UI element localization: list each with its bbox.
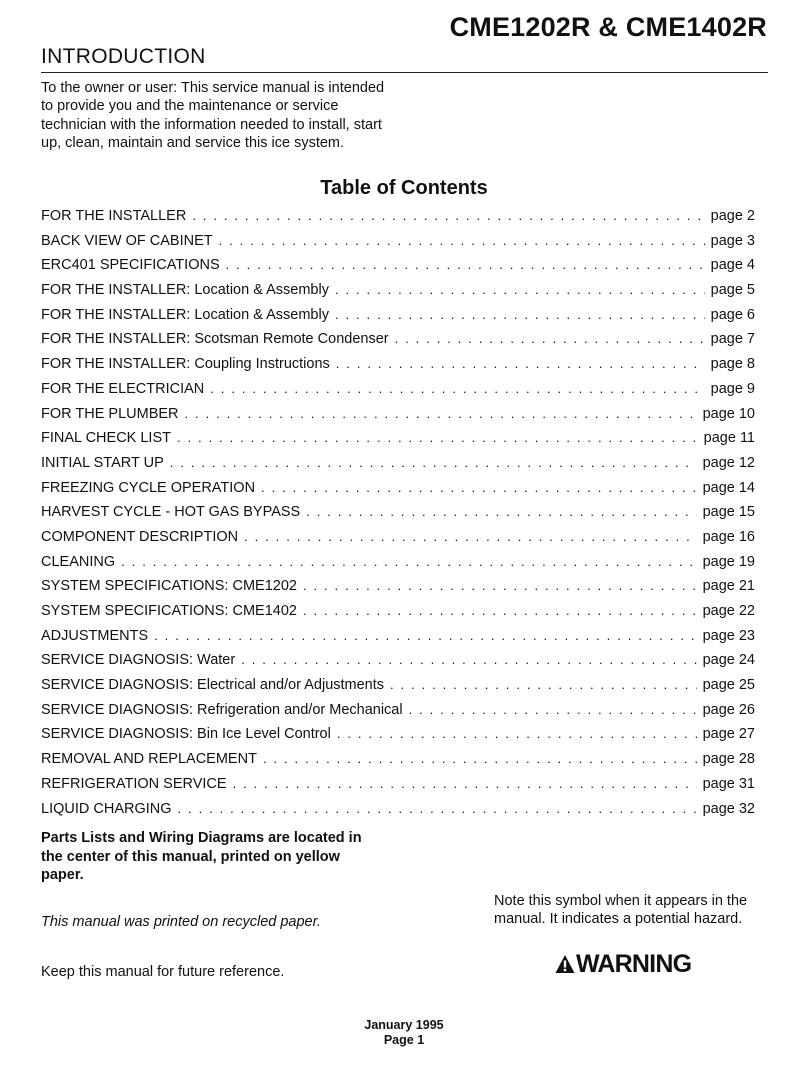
- toc-list: [41, 208, 755, 825]
- toc-entry: [41, 356, 755, 381]
- toc-entry-title: FOR THE INSTALLER: Location & Assembly: [41, 282, 329, 299]
- toc-entry-title: FOR THE INSTALLER: Scotsman Remote Condenser: [41, 331, 389, 348]
- toc-entry-title: CLEANING: [41, 553, 116, 570]
- toc-entry-title: FOR THE ELECTRICIAN: [41, 380, 205, 397]
- heading-rule: [41, 72, 768, 73]
- page-footer: [0, 1018, 808, 1047]
- toc-entry-page: page 12: [702, 454, 755, 471]
- toc-entry: [41, 776, 755, 801]
- toc-dot-leader: [226, 257, 705, 272]
- toc-entry-page: page 14: [702, 479, 755, 496]
- toc-entry-page: page 3: [710, 232, 755, 249]
- toc-entry-title: FOR THE INSTALLER: [41, 208, 187, 224]
- toc-entry-page: page 19: [702, 553, 755, 570]
- toc-entry-title: ERC401 SPECIFICATIONS: [41, 257, 220, 274]
- toc-entry-title: REMOVAL AND REPLACEMENT: [41, 751, 257, 768]
- footer-page-number: Page 1: [383, 1032, 425, 1047]
- toc-title: Table of Contents: [320, 177, 488, 199]
- toc-entry-page: page 10: [702, 405, 755, 422]
- toc-entry: [41, 381, 755, 406]
- toc-entry-title: BACK VIEW OF CABINET: [41, 232, 213, 249]
- toc-entry-title: COMPONENT DESCRIPTION: [41, 528, 239, 545]
- toc-dot-leader: [210, 381, 704, 396]
- toc-dot-leader: [121, 554, 696, 569]
- toc-entry: [41, 331, 755, 356]
- toc-entry-page: page 21: [702, 578, 755, 595]
- toc-entry-page: page 31: [702, 775, 755, 792]
- toc-entry-page: page 27: [702, 726, 755, 743]
- toc-entry: [41, 307, 755, 332]
- toc-entry: [41, 652, 755, 677]
- toc-entry-page: page 11: [703, 430, 755, 447]
- toc-dot-leader: [178, 801, 697, 816]
- toc-dot-leader: [233, 776, 697, 791]
- toc-dot-leader: [395, 331, 705, 346]
- toc-entry-page: page 8: [710, 356, 755, 373]
- toc-entry: [41, 677, 755, 702]
- toc-entry: [41, 726, 755, 751]
- recycled-paper-note: This manual was printed on recycled paper.: [41, 914, 321, 930]
- toc-entry: [41, 430, 755, 455]
- toc-entry: [41, 406, 755, 431]
- toc-dot-leader: [335, 282, 705, 297]
- toc-entry: [41, 628, 755, 653]
- toc-dot-leader: [409, 702, 697, 717]
- toc-entry: [41, 257, 755, 282]
- toc-entry-page: page 2: [710, 208, 755, 224]
- toc-entry-page: page 26: [702, 701, 755, 718]
- toc-dot-leader: [263, 751, 697, 766]
- toc-dot-leader: [303, 603, 697, 618]
- warning-triangle-icon: [555, 954, 575, 974]
- toc-entry-page: page 25: [702, 677, 755, 694]
- toc-entry-page: page 7: [710, 331, 755, 348]
- toc-entry: [41, 208, 755, 233]
- toc-dot-leader: [185, 406, 697, 421]
- toc-dot-leader: [241, 652, 696, 667]
- toc-entry-title: ADJUSTMENTS: [41, 627, 149, 644]
- toc-entry: [41, 480, 755, 505]
- toc-dot-leader: [219, 233, 705, 248]
- footer-date: January 1995: [364, 1018, 444, 1032]
- toc-dot-leader: [306, 504, 696, 519]
- toc-entry: [41, 529, 755, 554]
- keep-manual-note: Keep this manual for future reference.: [41, 964, 285, 980]
- toc-entry-page: page 22: [702, 603, 755, 619]
- intro-paragraph: To the owner or user: This service manual is intended to provide you and the maintenance or service technician with the information needed to install, start up, clean, maintain and service this ice system.: [41, 80, 385, 151]
- toc-entry-title: SERVICE DIAGNOSIS: Bin Ice Level Control: [41, 726, 331, 743]
- toc-entry: [41, 282, 755, 307]
- toc-entry-page: page 15: [702, 504, 755, 521]
- toc-dot-leader: [154, 628, 696, 643]
- toc-entry-page: page 5: [710, 282, 755, 299]
- toc-entry: [41, 455, 755, 480]
- parts-lists-note: Parts Lists and Wiring Diagrams are located in the center of this manual, printed on yellow paper.: [41, 830, 362, 883]
- toc-dot-leader: [335, 307, 705, 322]
- toc-dot-leader: [192, 208, 704, 223]
- hazard-symbol-note: Note this symbol when it appears in the manual. It indicates a potential hazard.: [494, 893, 748, 928]
- toc-entry-title: SERVICE DIAGNOSIS: Electrical and/or Adjustments: [41, 677, 385, 694]
- toc-entry-page: page 4: [710, 257, 755, 274]
- toc-entry-page: page 9: [710, 380, 755, 397]
- toc-entry-title: FINAL CHECK LIST: [41, 430, 171, 447]
- model-title: CME1202R & CME1402R: [449, 12, 767, 42]
- toc-entry-title: FREEZING CYCLE OPERATION: [41, 479, 256, 496]
- toc-entry-page: page 23: [702, 627, 755, 644]
- toc-dot-leader: [177, 430, 698, 445]
- toc-entry-title: SYSTEM SPECIFICATIONS: CME1402: [41, 603, 297, 619]
- toc-entry-page: page 16: [702, 528, 755, 545]
- toc-entry: [41, 751, 755, 776]
- toc-entry-title: HARVEST CYCLE - HOT GAS BYPASS: [41, 504, 301, 521]
- toc-entry: [41, 603, 755, 628]
- toc-dot-leader: [390, 677, 697, 692]
- toc-entry-title: FOR THE PLUMBER: [41, 405, 179, 422]
- toc-entry-title: INITIAL START UP: [41, 454, 164, 471]
- toc-entry-title: SERVICE DIAGNOSIS: Water: [41, 652, 236, 669]
- toc-entry-title: REFRIGERATION SERVICE: [41, 775, 227, 792]
- toc-entry: [41, 578, 755, 603]
- toc-dot-leader: [244, 529, 696, 544]
- toc-dot-leader: [261, 480, 697, 495]
- toc-dot-leader: [337, 726, 697, 741]
- toc-entry-page: page 32: [702, 800, 755, 817]
- toc-dot-leader: [303, 578, 697, 593]
- toc-entry-title: SERVICE DIAGNOSIS: Refrigeration and/or Mechanical: [41, 701, 403, 718]
- toc-entry-title: FOR THE INSTALLER: Location & Assembly: [41, 306, 329, 323]
- toc-entry-page: page 6: [710, 306, 755, 323]
- toc-entry: [41, 801, 755, 826]
- toc-entry-title: FOR THE INSTALLER: Coupling Instructions: [41, 356, 330, 373]
- toc-entry-page: page 28: [702, 751, 755, 768]
- warning-badge: [555, 948, 691, 980]
- toc-entry: [41, 554, 755, 579]
- toc-dot-leader: [170, 455, 697, 470]
- section-heading: INTRODUCTION: [41, 45, 206, 68]
- toc-entry: [41, 233, 755, 258]
- warning-label: WARNING: [576, 949, 692, 978]
- toc-entry: [41, 504, 755, 529]
- toc-entry-title: LIQUID CHARGING: [41, 800, 172, 817]
- toc-entry-page: page 24: [702, 652, 755, 669]
- toc-entry: [41, 702, 755, 727]
- toc-dot-leader: [336, 356, 705, 371]
- toc-entry-title: SYSTEM SPECIFICATIONS: CME1202: [41, 578, 297, 595]
